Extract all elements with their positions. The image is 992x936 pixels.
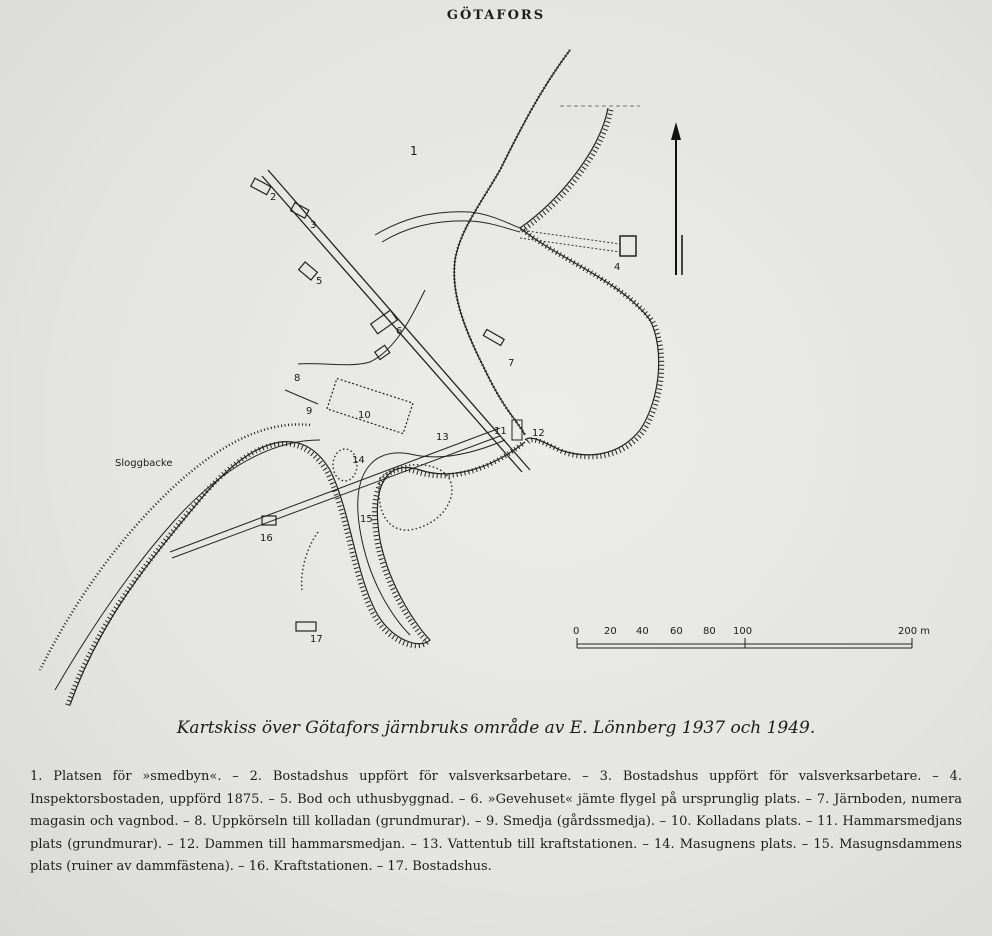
legend-item-11: 11. Hammarsmedjans plats (grundmurar). –: [30, 814, 963, 852]
scale-tick-60: 60: [670, 626, 683, 637]
building-2: [251, 178, 271, 194]
legend-item-12: 12. Dammen till hammarsmedjan. –: [178, 836, 422, 852]
lake-shore-hatch: [523, 110, 662, 457]
building-17: [296, 622, 316, 631]
stream-channel-outer: [70, 442, 525, 705]
dotted-track: [302, 532, 318, 590]
label-17: 17: [310, 634, 323, 645]
scale-tick-100: 100: [733, 626, 753, 637]
building-5: [299, 262, 318, 280]
label-7: 7: [508, 358, 515, 369]
legend-item-16: 16. Kraftstationen. –: [248, 859, 388, 874]
water-pipe-2: [172, 436, 500, 558]
label-14: 14: [352, 455, 365, 466]
legend-item-17: 17. Bostadshus.: [387, 859, 492, 874]
scale-tick-20: 20: [604, 626, 617, 637]
legend-item-3: 3. Bostadshus uppfört för valsverksarbetare. –: [599, 769, 950, 784]
north-arrow: [671, 122, 682, 275]
label-4: 4: [614, 262, 621, 273]
kolladan-10: [327, 378, 413, 433]
label-16: 16: [260, 533, 273, 544]
uppkorsel-8: [285, 390, 318, 404]
legend-item-2: 2. Bostadshus uppfört för valsverksarbetare. –: [249, 769, 600, 784]
label-9: 9: [306, 406, 313, 417]
side-road-2: [382, 221, 520, 242]
scale-tick-40: 40: [636, 626, 649, 637]
side-road: [375, 212, 520, 235]
building-7: [483, 329, 504, 345]
building-4: [620, 236, 636, 256]
lake-shore: [520, 108, 659, 455]
label-3: 3: [310, 220, 317, 231]
stream-west-bank-2: [55, 440, 320, 690]
stream-channel-hatch: [67, 444, 522, 707]
label-10: 10: [358, 410, 371, 421]
legend-item-15: 15. Masugnsdammens plats (ruiner av dammfästena). –: [30, 836, 963, 874]
building-3: [291, 203, 309, 218]
label-12: 12: [532, 428, 545, 439]
stream-west-bank: [40, 424, 310, 670]
building-6: [371, 310, 398, 334]
scale-bar: [573, 626, 930, 648]
scale-tick-0: 0: [573, 626, 580, 637]
label-sloggbacke: Sloggbacke: [115, 458, 173, 469]
legend-item-10: 10. Kolladans plats. –: [670, 814, 818, 829]
water-pipe: [170, 428, 500, 552]
legend-item-9: 9. Smedja (gårdssmedja). –: [486, 814, 671, 829]
scale-end: 200 m: [898, 626, 931, 637]
legend-item-1: 1. Platsen för »smedbyn«. –: [30, 769, 250, 784]
label-5: 5: [316, 276, 323, 287]
legend-item-8: 8. Uppkörseln till kolladan (grundmurar). –: [194, 814, 487, 829]
legend-item-13: 13. Vattentub till kraftstationen. –: [421, 836, 654, 852]
legend-item-7: 7. Järnboden, numera magasin och vagnbod. –: [30, 791, 962, 829]
legend-item-14: 14. Masugnens plats. –: [653, 836, 814, 852]
legend-item-4: 4. Inspektorsbostaden, uppförd 1875. –: [30, 769, 962, 807]
legend: [30, 766, 962, 879]
main-road-a: [268, 170, 530, 470]
label-2: 2: [270, 192, 277, 203]
label-13: 13: [436, 432, 449, 443]
label-6: 6: [396, 326, 403, 337]
label-1: 1: [410, 144, 418, 158]
legend-item-5: 5. Bod och uthusbyggnad. –: [279, 791, 471, 807]
scale-tick-80: 80: [703, 626, 716, 637]
label-8: 8: [294, 373, 301, 384]
label-11: 11: [494, 426, 507, 437]
header-title: GÖTAFORS: [446, 8, 546, 23]
legend-item-6: 6. »Gevehuset« jämte flygel på ursprunglig plats. –: [470, 791, 817, 807]
map-caption: Kartskiss över Götafors järnbruks område av E. Lönnberg 1937 och 1949.: [176, 718, 816, 738]
label-15: 15: [360, 514, 373, 525]
